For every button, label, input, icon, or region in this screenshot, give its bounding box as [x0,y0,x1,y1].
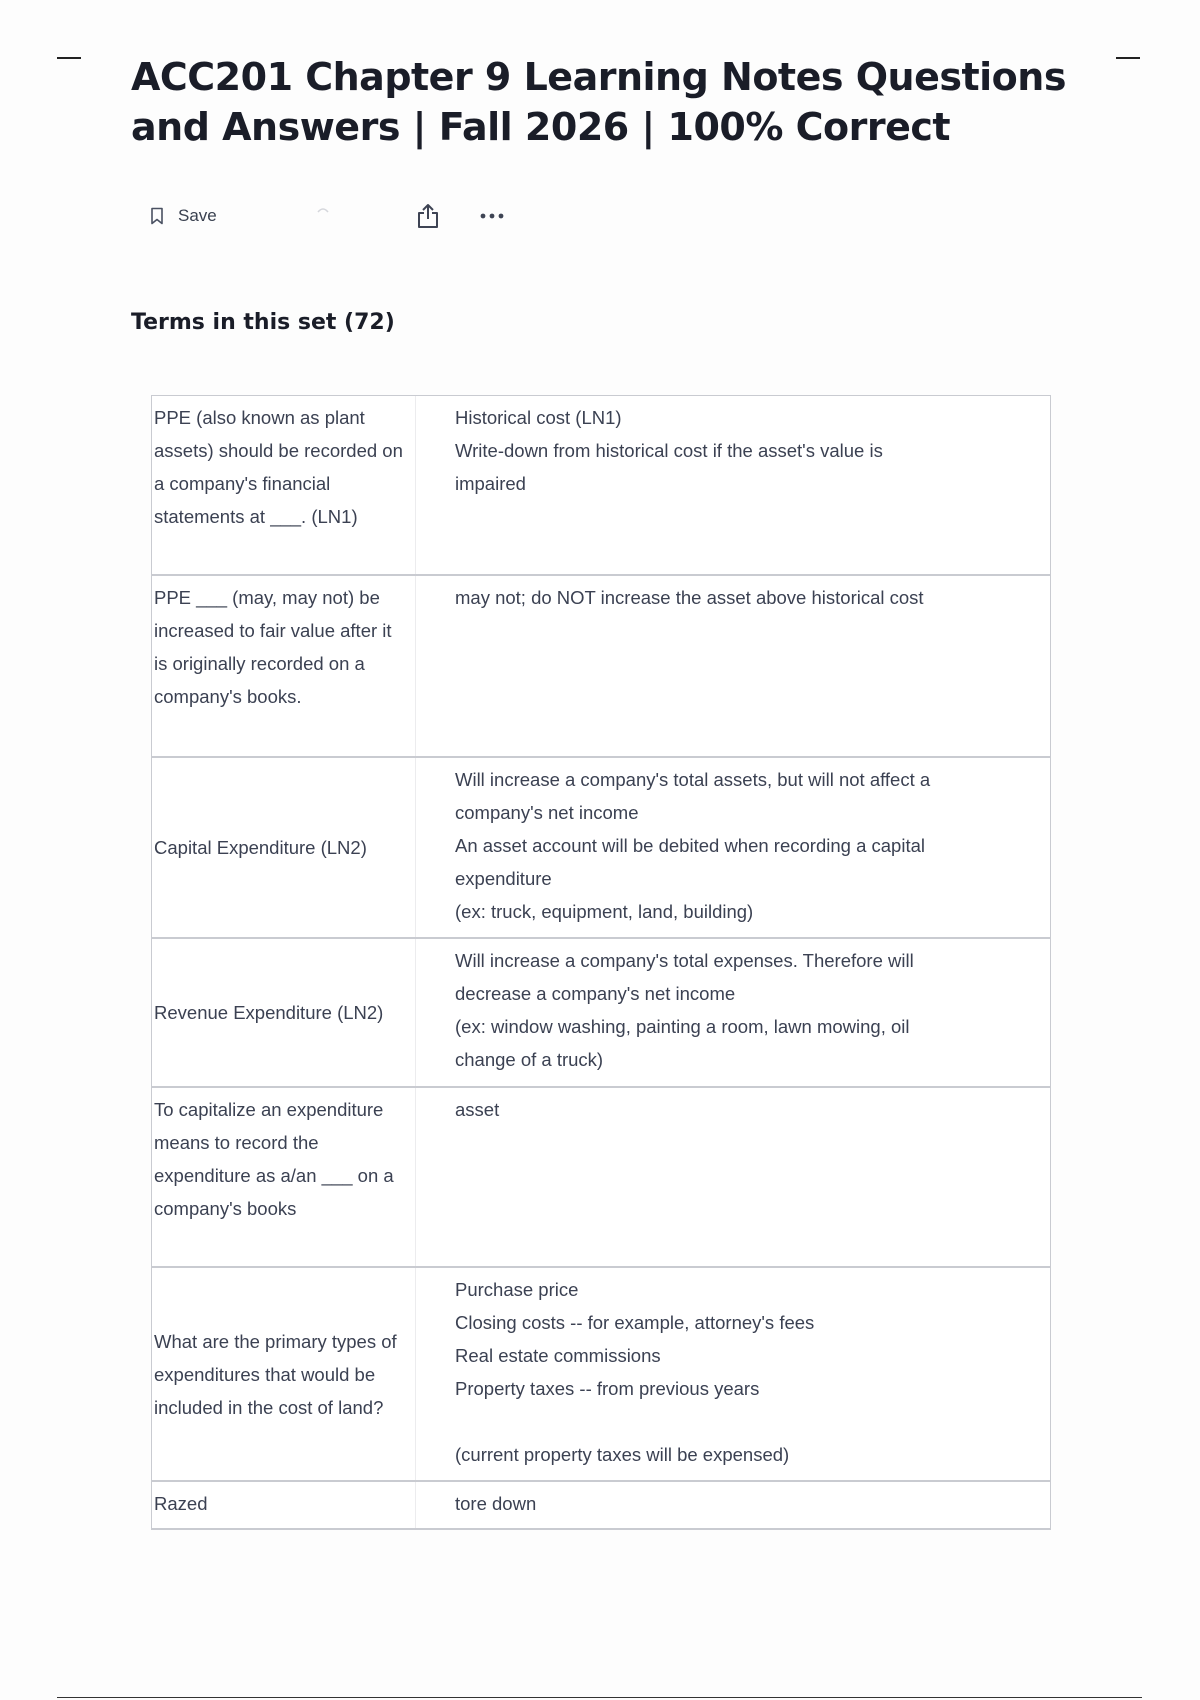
definition-line: Real estate commissions [455,1345,661,1366]
save-label: Save [178,206,217,225]
definition-line: Will increase a company's total expenses. Therefore will decrease a company's net income [455,950,919,1004]
definition-cell [416,1268,1050,1480]
definition-line: asset [455,1099,500,1120]
term-row [152,1268,1050,1482]
definition-line: Will increase a company's total assets, but will not affect a company's net income [455,769,936,823]
definition-line: Property taxes -- from previous years [455,1378,760,1399]
definition-cell [416,939,1050,1086]
definition-line: (ex: truck, equipment, land, building) [455,901,754,922]
term-row [152,758,1050,939]
definition-line: Purchase price [455,1279,579,1300]
term-text: What are the primary types of expenditures that would be included in the cost of land? [152,1268,416,1480]
bookmark-icon [150,207,164,225]
definition-cell [416,1482,1050,1528]
term-row [152,396,1050,576]
definition-cell [416,1088,1050,1266]
term-row [152,1088,1050,1268]
action-toolbar [150,200,550,240]
loading-spinner-icon [316,206,330,214]
definition-cell [416,396,1050,574]
definition-line: (ex: window washing, painting a room, lawn mowing, oil change of a truck) [455,1016,915,1070]
term-text: PPE ___ (may, may not) be increased to fair value after it is originally recorded on a company's books. [152,576,416,756]
definition-line: Historical cost (LN1) [455,407,622,428]
corner-mark-right [1116,57,1140,59]
term-row [152,1482,1050,1530]
corner-mark-left [57,57,81,59]
term-text: Revenue Expenditure (LN2) [152,939,416,1086]
more-icon[interactable] [478,208,506,224]
save-button[interactable] [150,206,217,226]
footer-rule [57,1697,1142,1698]
definition-line: An asset account will be debited when recording a capital expenditure [455,835,931,889]
definition-line: tore down [455,1493,537,1514]
definition-line: Closing costs -- for example, attorney's fees [455,1312,815,1333]
page-title: ACC201 Chapter 9 Learning Notes Questions and Answers | Fall 2026 | 100% Correct [131,55,1066,149]
terms-table [151,395,1051,1530]
term-text: PPE (also known as plant assets) should be recorded on a company's financial statements at ___. (LN1) [152,396,416,574]
definition-line: may not; do NOT increase the asset above historical cost [455,587,924,608]
definition-line: Write-down from historical cost if the asset's value is impaired [455,440,888,494]
term-row [152,576,1050,758]
term-text: Capital Expenditure (LN2) [152,758,416,937]
term-row [152,939,1050,1088]
definition-line: (current property taxes will be expensed) [455,1444,790,1465]
definition-line [455,1405,950,1438]
terms-section-title: Terms in this set (72) [131,310,395,335]
definition-cell [416,576,1050,756]
definition-cell [416,758,1050,937]
term-text: To capitalize an expenditure means to record the expenditure as a/an ___ on a company's books [152,1088,416,1266]
share-icon[interactable] [416,202,440,230]
term-text: Razed [152,1482,416,1528]
